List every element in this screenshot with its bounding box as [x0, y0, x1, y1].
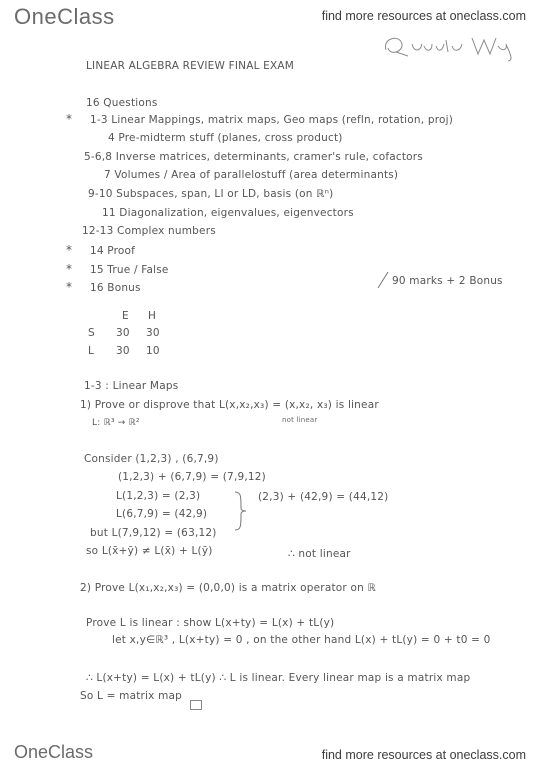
- q1-l1-line: L(1,2,3) = (2,3): [116, 490, 201, 502]
- questions-header: 16 Questions: [86, 97, 158, 109]
- topic-item: 4 Pre-midterm stuff (planes, cross product): [108, 132, 343, 144]
- star-mark: *: [66, 112, 72, 126]
- q1-sum-line: (1,2,3) + (6,7,9) = (7,9,12): [118, 471, 266, 483]
- topic-item: 5-6,8 Inverse matrices, determinants, cramer's rule, cofactors: [84, 151, 423, 163]
- q1-conclusion: ∴ not linear: [288, 548, 351, 560]
- q1-so-line: so L(x̄+ȳ) ≠ L(x̄) + L(ȳ): [86, 545, 213, 557]
- q1-sum2-line: (2,3) + (42,9) = (44,12): [258, 491, 389, 503]
- q2-therefore: ∴ L(x+ty) = L(x) + tL(y) ∴ L is linear. Every linear map is a matrix map: [86, 672, 471, 684]
- eh-header-e: E: [122, 310, 129, 322]
- q1-statement: 1) Prove or disprove that L(x,x₂,x₃) = (x,x₂, x₃) is linear: [80, 399, 379, 411]
- find-more-link[interactable]: find more resources at oneclass.com: [321, 748, 526, 762]
- q2-prove: Prove L is linear : show L(x+ty) = L(x) + tL(y): [86, 617, 335, 629]
- small-box-mark: [190, 700, 202, 710]
- oneclass-logo[interactable]: OneClass: [14, 742, 94, 762]
- topic-item: 11 Diagonalization, eigenvalues, eigenvectors: [102, 207, 354, 219]
- eh-row-h: 30: [146, 327, 160, 339]
- topic-item: 1-3 Linear Mappings, matrix maps, Geo maps (refln, rotation, proj): [90, 114, 454, 126]
- curly-brace: [233, 490, 247, 532]
- exam-title: LINEAR ALGEBRA REVIEW FINAL EXAM: [86, 60, 295, 72]
- topic-item: 15 True / False: [90, 264, 169, 276]
- q1-but-line: but L(7,9,12) = (63,12): [90, 527, 217, 539]
- separator-slash: [376, 270, 390, 290]
- q1-consider: Consider (1,2,3) , (6,7,9): [84, 453, 219, 465]
- eh-row-label: S: [88, 327, 95, 339]
- eh-row-e: 30: [116, 345, 130, 357]
- topic-item: 9-10 Subspaces, span, LI or LD, basis (on ℝⁿ): [88, 188, 334, 200]
- eh-header-h: H: [148, 310, 157, 322]
- section-heading: 1-3 : Linear Maps: [84, 380, 179, 392]
- marks-note: 90 marks + 2 Bonus: [392, 275, 503, 287]
- q1-domain: L: ℝ³ → ℝ²: [92, 418, 140, 428]
- eh-row-e: 30: [116, 327, 130, 339]
- star-mark: *: [66, 280, 72, 294]
- star-mark: *: [66, 243, 72, 257]
- eh-row-h: 10: [146, 345, 160, 357]
- find-more-link[interactable]: find more resources at oneclass.com: [321, 9, 526, 23]
- q2-let: let x,y∈ℝ³ , L(x+ty) = 0 , on the other hand L(x) + tL(y) = 0 + t0 = 0: [112, 634, 491, 646]
- q2-so: So L = matrix map: [80, 690, 183, 702]
- q2-statement: 2) Prove L(x₁,x₂,x₃) = (0,0,0) is a matrix operator on ℝ: [80, 582, 376, 594]
- oneclass-logo[interactable]: OneClass: [14, 4, 115, 29]
- q1-l2-line: L(6,7,9) = (42,9): [116, 508, 208, 520]
- topic-item: 16 Bonus: [90, 282, 141, 294]
- star-mark: *: [66, 262, 72, 276]
- q1-annotation: not linear: [282, 416, 318, 424]
- topic-item: 7 Volumes / Area of parallelostuff (area determinants): [104, 169, 399, 181]
- handwritten-signature: [378, 30, 518, 62]
- topic-item: 14 Proof: [90, 245, 136, 257]
- topic-item: 12-13 Complex numbers: [82, 225, 216, 237]
- eh-row-label: L: [88, 345, 95, 357]
